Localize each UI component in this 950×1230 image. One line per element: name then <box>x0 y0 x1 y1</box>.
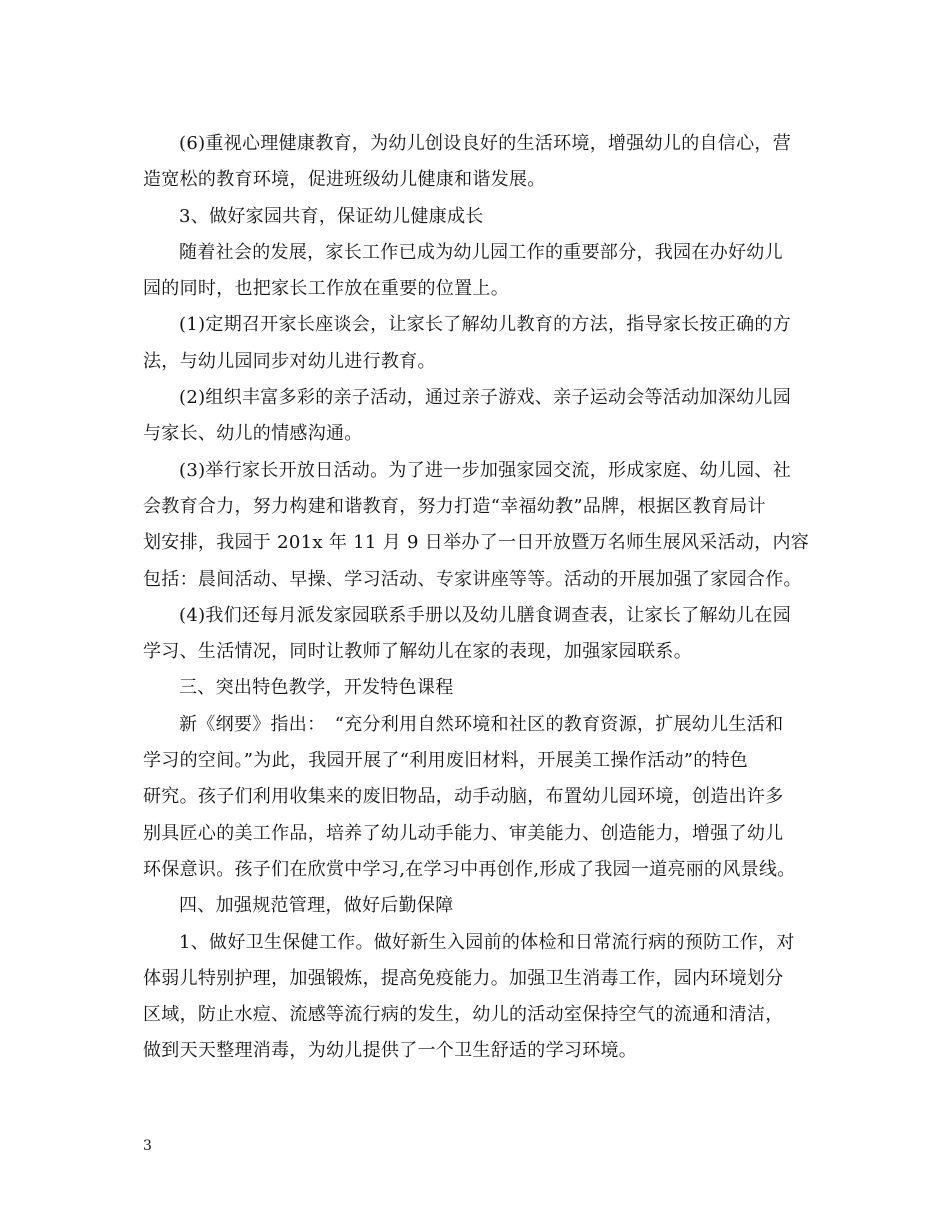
paragraph-line: (4)我们还每月派发家园联系手册以及幼儿膳食调查表，让家长了解幼儿在园 <box>179 604 791 626</box>
paragraph-line: 会教育合力，努力构建和谐教育，努力打造“幸福幼教”品牌，根据区教育局计 <box>143 495 766 517</box>
page-number: 3 <box>143 1138 152 1154</box>
paragraph-line: 随着社会的发展，家长工作已成为幼儿园工作的重要部分，我园在办好幼儿 <box>179 241 783 263</box>
paragraph-line: (6)重视心理健康教育，为幼儿创设良好的生活环境，增强幼儿的自信心，营 <box>179 133 791 154</box>
paragraph-line: 环保意识。孩子们在欣赏中学习,在学习中再创作,形成了我园一道亮丽的风景线。 <box>143 858 796 880</box>
paragraph-line: 包括：晨间活动、早操、学习活动、专家讲座等等。活动的开展加强了家园合作。 <box>143 568 802 590</box>
paragraph-line: 学习的空间。”为此，我园开展了“利用废旧材料，开展美工操作活动”的特色 <box>143 750 749 772</box>
paragraph-line: (3)举行家长开放日活动。为了进一步加强家园交流，形成家庭、幼儿园、社 <box>179 459 791 481</box>
document-body <box>143 126 810 1070</box>
paragraph-line: 1、做好卫生保健工作。做好新生入园前的体检和日常流行病的预防工作，对 <box>179 931 795 953</box>
paragraph-line: (2)组织丰富多彩的亲子活动，通过亲子游戏、亲子运动会等活动加深幼儿园 <box>179 387 791 409</box>
section-heading: 3、做好家园共育，保证幼儿健康成长 <box>179 205 484 227</box>
paragraph-line: 别具匠心的美工作品，培养了幼儿动手能力、审美能力、创造能力，增强了幼儿 <box>143 822 784 844</box>
section-heading: 四、加强规范管理，做好后勤保障 <box>179 895 454 917</box>
paragraph-line: 园的同时，也把家长工作放在重要的位置上。 <box>143 278 509 300</box>
paragraph-line: 造宽松的教育环境，促进班级幼儿健康和谐发展。 <box>143 169 546 191</box>
paragraph-line: (1)定期召开家长座谈会，让家长了解幼儿教育的方法，指导家长按正确的方 <box>179 314 791 336</box>
paragraph-line: 体弱儿特别护理，加强锻炼，提高免疫能力。加强卫生消毒工作，园内环境划分 <box>143 967 784 989</box>
paragraph-line: 新《纲要》指出： “充分利用自然环境和社区的教育资源，扩展幼儿生活和 <box>179 713 784 735</box>
paragraph-line: 区域，防止水痘、流感等流行病的发生，幼儿的活动室保持空气的流通和清洁， <box>143 1004 784 1026</box>
section-heading: 三、突出特色教学，开发特色课程 <box>179 677 454 699</box>
paragraph-line: 学习、生活情况，同时让教师了解幼儿在家的表现，加强家园联系。 <box>143 641 692 663</box>
paragraph-line: 与家长、幼儿的情感沟通。 <box>143 423 363 445</box>
paragraph-line: 研究。孩子们利用收集来的废旧物品，动手动脑，布置幼儿园环境，创造出许多 <box>143 786 784 808</box>
paragraph-line: 做到天天整理消毒，为幼儿提供了一个卫生舒适的学习环境。 <box>143 1040 638 1062</box>
paragraph-line: 划安排，我园于 201x 年 11 月 9 日举办了一日开放暨万名师生展风采活动，内容 <box>143 532 810 554</box>
paragraph-line: 法，与幼儿园同步对幼儿进行教育。 <box>143 350 436 372</box>
